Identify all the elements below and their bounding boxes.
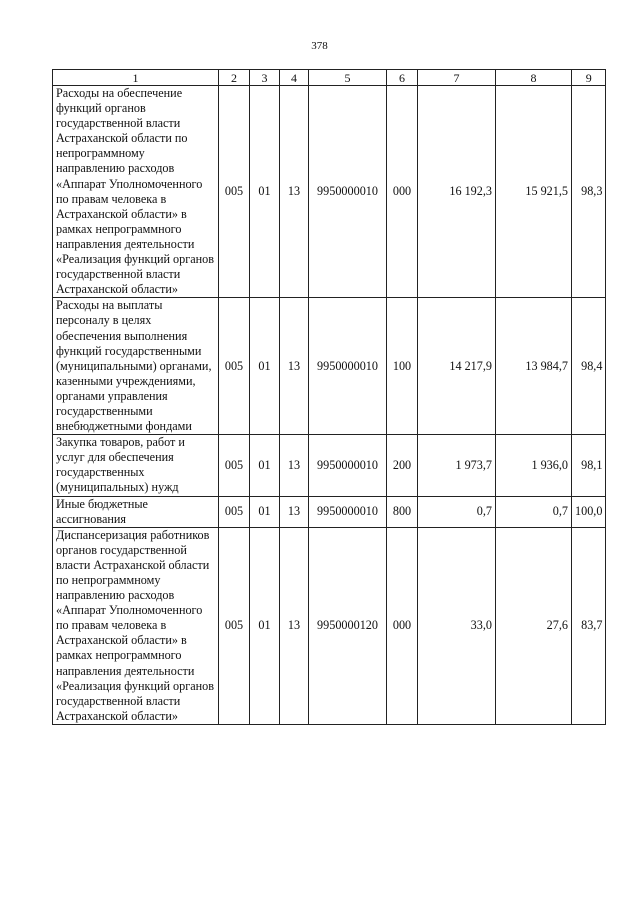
- target-article-cell: 9950000120: [309, 527, 387, 724]
- section-code-cell: 01: [250, 86, 280, 298]
- planned-amount-cell: 16 192,3: [418, 86, 496, 298]
- section-code-cell: 01: [250, 435, 280, 496]
- column-header: 6: [387, 70, 418, 86]
- execution-percent-cell: 100,0: [572, 496, 606, 527]
- expense-type-cell: 100: [387, 298, 418, 435]
- expense-name-cell: Расходы на выплаты персоналу в целях обеспечения выполнения функций государственными (муниципальными) органами, казенными учреждениями, органами управления государственными внебюджетными фондами: [53, 298, 219, 435]
- execution-percent-cell: 98,4: [572, 298, 606, 435]
- ministry-code-cell: 005: [219, 435, 250, 496]
- ministry-code-cell: 005: [219, 298, 250, 435]
- page-number: 378: [311, 40, 328, 52]
- expense-name-cell: Иные бюджетные ассигнования: [53, 496, 219, 527]
- section-code-cell: 01: [250, 298, 280, 435]
- table-row: [53, 298, 606, 435]
- target-article-cell: 9950000010: [309, 496, 387, 527]
- target-article-cell: 9950000010: [309, 435, 387, 496]
- section-code-cell: 01: [250, 496, 280, 527]
- expense-type-cell: 200: [387, 435, 418, 496]
- column-header: 4: [280, 70, 309, 86]
- target-article-cell: 9950000010: [309, 86, 387, 298]
- table-row: [53, 86, 606, 298]
- subsection-code-cell: 13: [280, 298, 309, 435]
- executed-amount-cell: 13 984,7: [496, 298, 572, 435]
- table-row: [53, 527, 606, 724]
- executed-amount-cell: 0,7: [496, 496, 572, 527]
- execution-percent-cell: 98,3: [572, 86, 606, 298]
- table-row: [53, 435, 606, 496]
- column-header: 8: [496, 70, 572, 86]
- expense-name-cell: Расходы на обеспечение функций органов государственной власти Астраханской области по непрограммному направлению расходов «Аппарат Уполномоченного по правам человека в Астраханской области» в рамках непрограммного направления деятельности «Реализация функций органов государственной власти Астраханской области»: [53, 86, 219, 298]
- execution-percent-cell: 98,1: [572, 435, 606, 496]
- section-code-cell: 01: [250, 527, 280, 724]
- column-header: 7: [418, 70, 496, 86]
- planned-amount-cell: 0,7: [418, 496, 496, 527]
- execution-percent-cell: 83,7: [572, 527, 606, 724]
- column-header: 2: [219, 70, 250, 86]
- column-header: 9: [572, 70, 606, 86]
- planned-amount-cell: 1 973,7: [418, 435, 496, 496]
- expense-name-cell: Закупка товаров, работ и услуг для обеспечения государственных (муниципальных) нужд: [53, 435, 219, 496]
- ministry-code-cell: 005: [219, 86, 250, 298]
- expense-type-cell: 000: [387, 527, 418, 724]
- planned-amount-cell: 14 217,9: [418, 298, 496, 435]
- expense-type-cell: 800: [387, 496, 418, 527]
- subsection-code-cell: 13: [280, 527, 309, 724]
- executed-amount-cell: 15 921,5: [496, 86, 572, 298]
- column-header: 3: [250, 70, 280, 86]
- subsection-code-cell: 13: [280, 86, 309, 298]
- expense-name-cell: Диспансеризация работников органов государственной власти Астраханской области по непрограммному направлению расходов «Аппарат Уполномоченного по правам человека в Астраханской области» в рамках непрограммного направления деятельности «Реализация функций органов государственной власти Астраханской области»: [53, 527, 219, 724]
- executed-amount-cell: 1 936,0: [496, 435, 572, 496]
- table-row: [53, 496, 606, 527]
- subsection-code-cell: 13: [280, 496, 309, 527]
- table-header-row: [53, 70, 606, 86]
- expense-type-cell: 000: [387, 86, 418, 298]
- executed-amount-cell: 27,6: [496, 527, 572, 724]
- ministry-code-cell: 005: [219, 527, 250, 724]
- column-header: 1: [53, 70, 219, 86]
- budget-table: [52, 69, 606, 725]
- ministry-code-cell: 005: [219, 496, 250, 527]
- column-header: 5: [309, 70, 387, 86]
- planned-amount-cell: 33,0: [418, 527, 496, 724]
- subsection-code-cell: 13: [280, 435, 309, 496]
- target-article-cell: 9950000010: [309, 298, 387, 435]
